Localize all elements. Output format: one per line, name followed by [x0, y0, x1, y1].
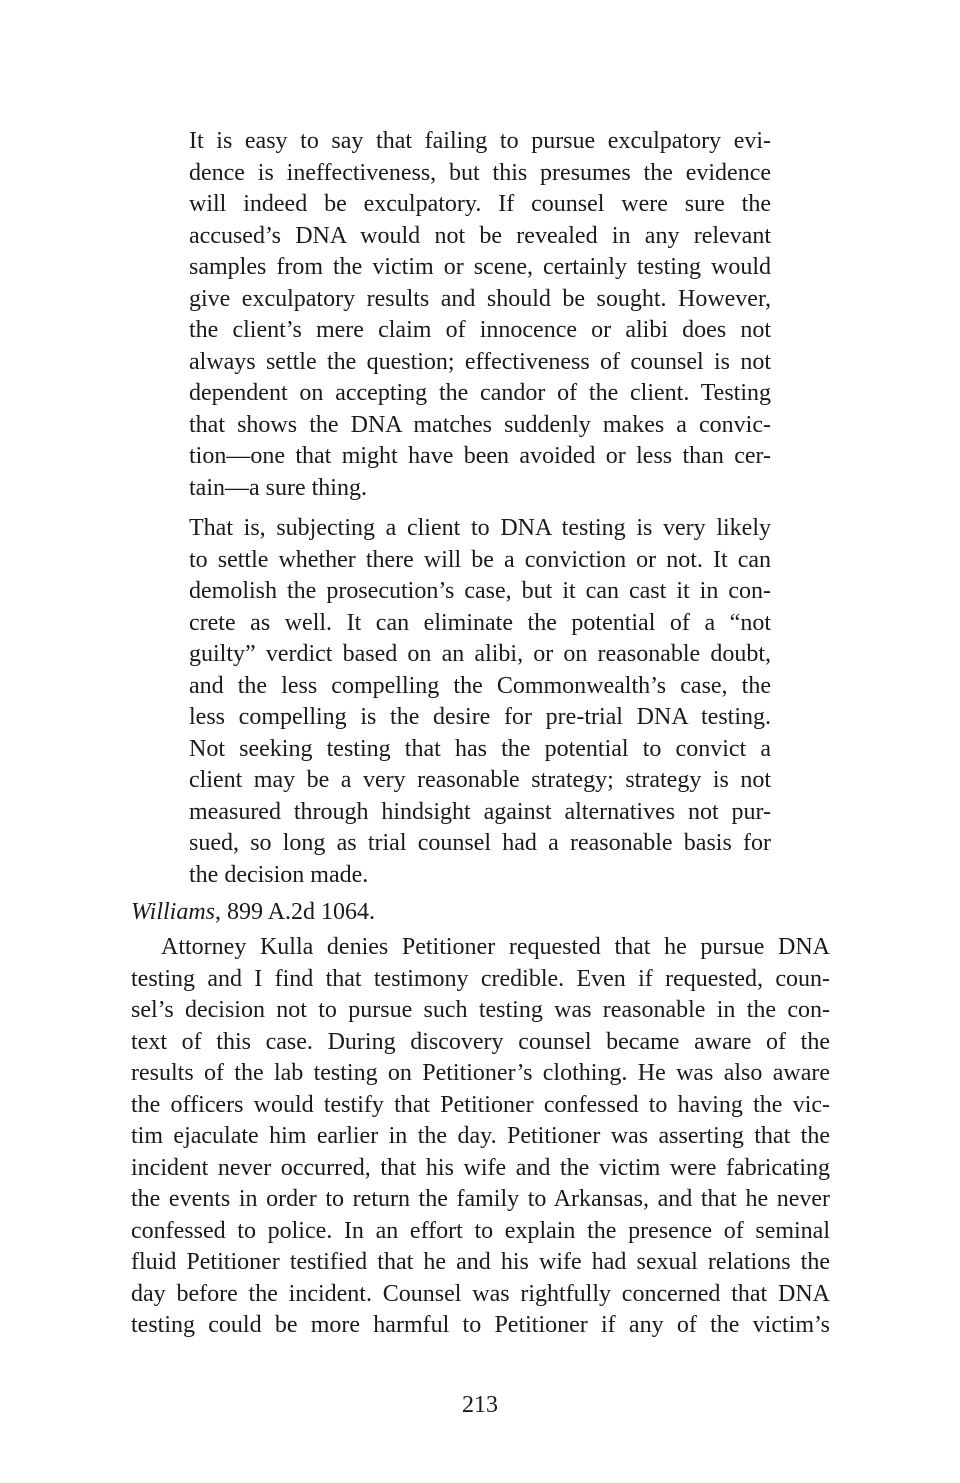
body-line: incident never occurred, that his wife and the victim were fabricating [131, 1154, 830, 1181]
case-reference: , 899 A.2d 1064. [215, 899, 376, 925]
quote-line: Not seeking testing that has the potential to convict a [189, 735, 771, 762]
body-line: testing and I find that testimony credible. Even if requested, coun- [131, 965, 830, 992]
quote-line: and the less compelling the Commonwealth’s case, the [189, 672, 771, 699]
body-line: the events in order to return the family to Arkansas, and that he never [131, 1186, 830, 1212]
quote-line: to settle whether there will be a conviction or not. It can [189, 546, 771, 573]
body-line: day before the incident. Counsel was rightfully concerned that DNA [131, 1280, 830, 1307]
quote-line: sued, so long as trial counsel had a reasonable basis for [189, 830, 771, 856]
quote-line: will indeed be exculpatory. If counsel were sure the [189, 191, 771, 217]
body-line: text of this case. During discovery counsel became aware of the [131, 1028, 830, 1055]
quote-line: That is, subjecting a client to DNA testing is very likely [189, 515, 771, 541]
quote-line: dence is ineffectiveness, but this presumes the evidence [189, 159, 771, 186]
body-line: results of the lab testing on Petitioner’s clothing. He was also aware [131, 1060, 830, 1086]
quote-line: client may be a very reasonable strategy; strategy is not [189, 767, 771, 793]
quote-line: the decision made. [189, 861, 369, 888]
quote-line: demolish the prosecution’s case, but it can cast it in con- [189, 578, 771, 604]
quote-line: dependent on accepting the candor of the client. Testing [189, 380, 771, 406]
body-line: Attorney Kulla denies Petitioner requested that he pursue DNA [161, 934, 830, 960]
quote-line: tion—one that might have been avoided or less than cer- [189, 443, 771, 469]
quote-line: tain—a sure thing. [189, 474, 367, 501]
body-line: testing could be more harmful to Petitioner if any of the victim’s [131, 1312, 830, 1338]
body-line: fluid Petitioner testified that he and his wife had sexual relations the [131, 1249, 830, 1275]
quote-line: less compelling is the desire for pre-trial DNA testing. [189, 704, 771, 730]
case-citation [131, 897, 375, 929]
quote-line: It is easy to say that failing to pursue exculpatory evi- [189, 128, 771, 154]
body-line: confessed to police. In an effort to explain the presence of seminal [131, 1217, 830, 1244]
body-line: sel’s decision not to pursue such testing was reasonable in the con- [131, 997, 830, 1023]
quote-line: that shows the DNA matches suddenly makes a convic- [189, 411, 771, 438]
case-name: Williams [131, 899, 216, 925]
quote-line: samples from the victim or scene, certainly testing would [189, 254, 771, 280]
quote-line: the client’s mere claim of innocence or alibi does not [189, 317, 771, 343]
quote-line: crete as well. It can eliminate the potential of a “not [189, 609, 771, 636]
body-line: tim ejaculate him earlier in the day. Petitioner was asserting that the [131, 1123, 830, 1149]
quote-line: give exculpatory results and should be sought. However, [189, 285, 771, 312]
quote-line: always settle the question; effectiveness of counsel is not [189, 348, 771, 375]
quote-line: measured through hindsight against alternatives not pur- [189, 798, 771, 825]
body-line: the officers would testify that Petitioner confessed to having the vic- [131, 1091, 830, 1118]
quote-line: accused’s DNA would not be revealed in any relevant [189, 222, 771, 249]
quote-line: guilty” verdict based on an alibi, or on reasonable doubt, [189, 641, 771, 667]
page-number: 213 [462, 1392, 498, 1418]
